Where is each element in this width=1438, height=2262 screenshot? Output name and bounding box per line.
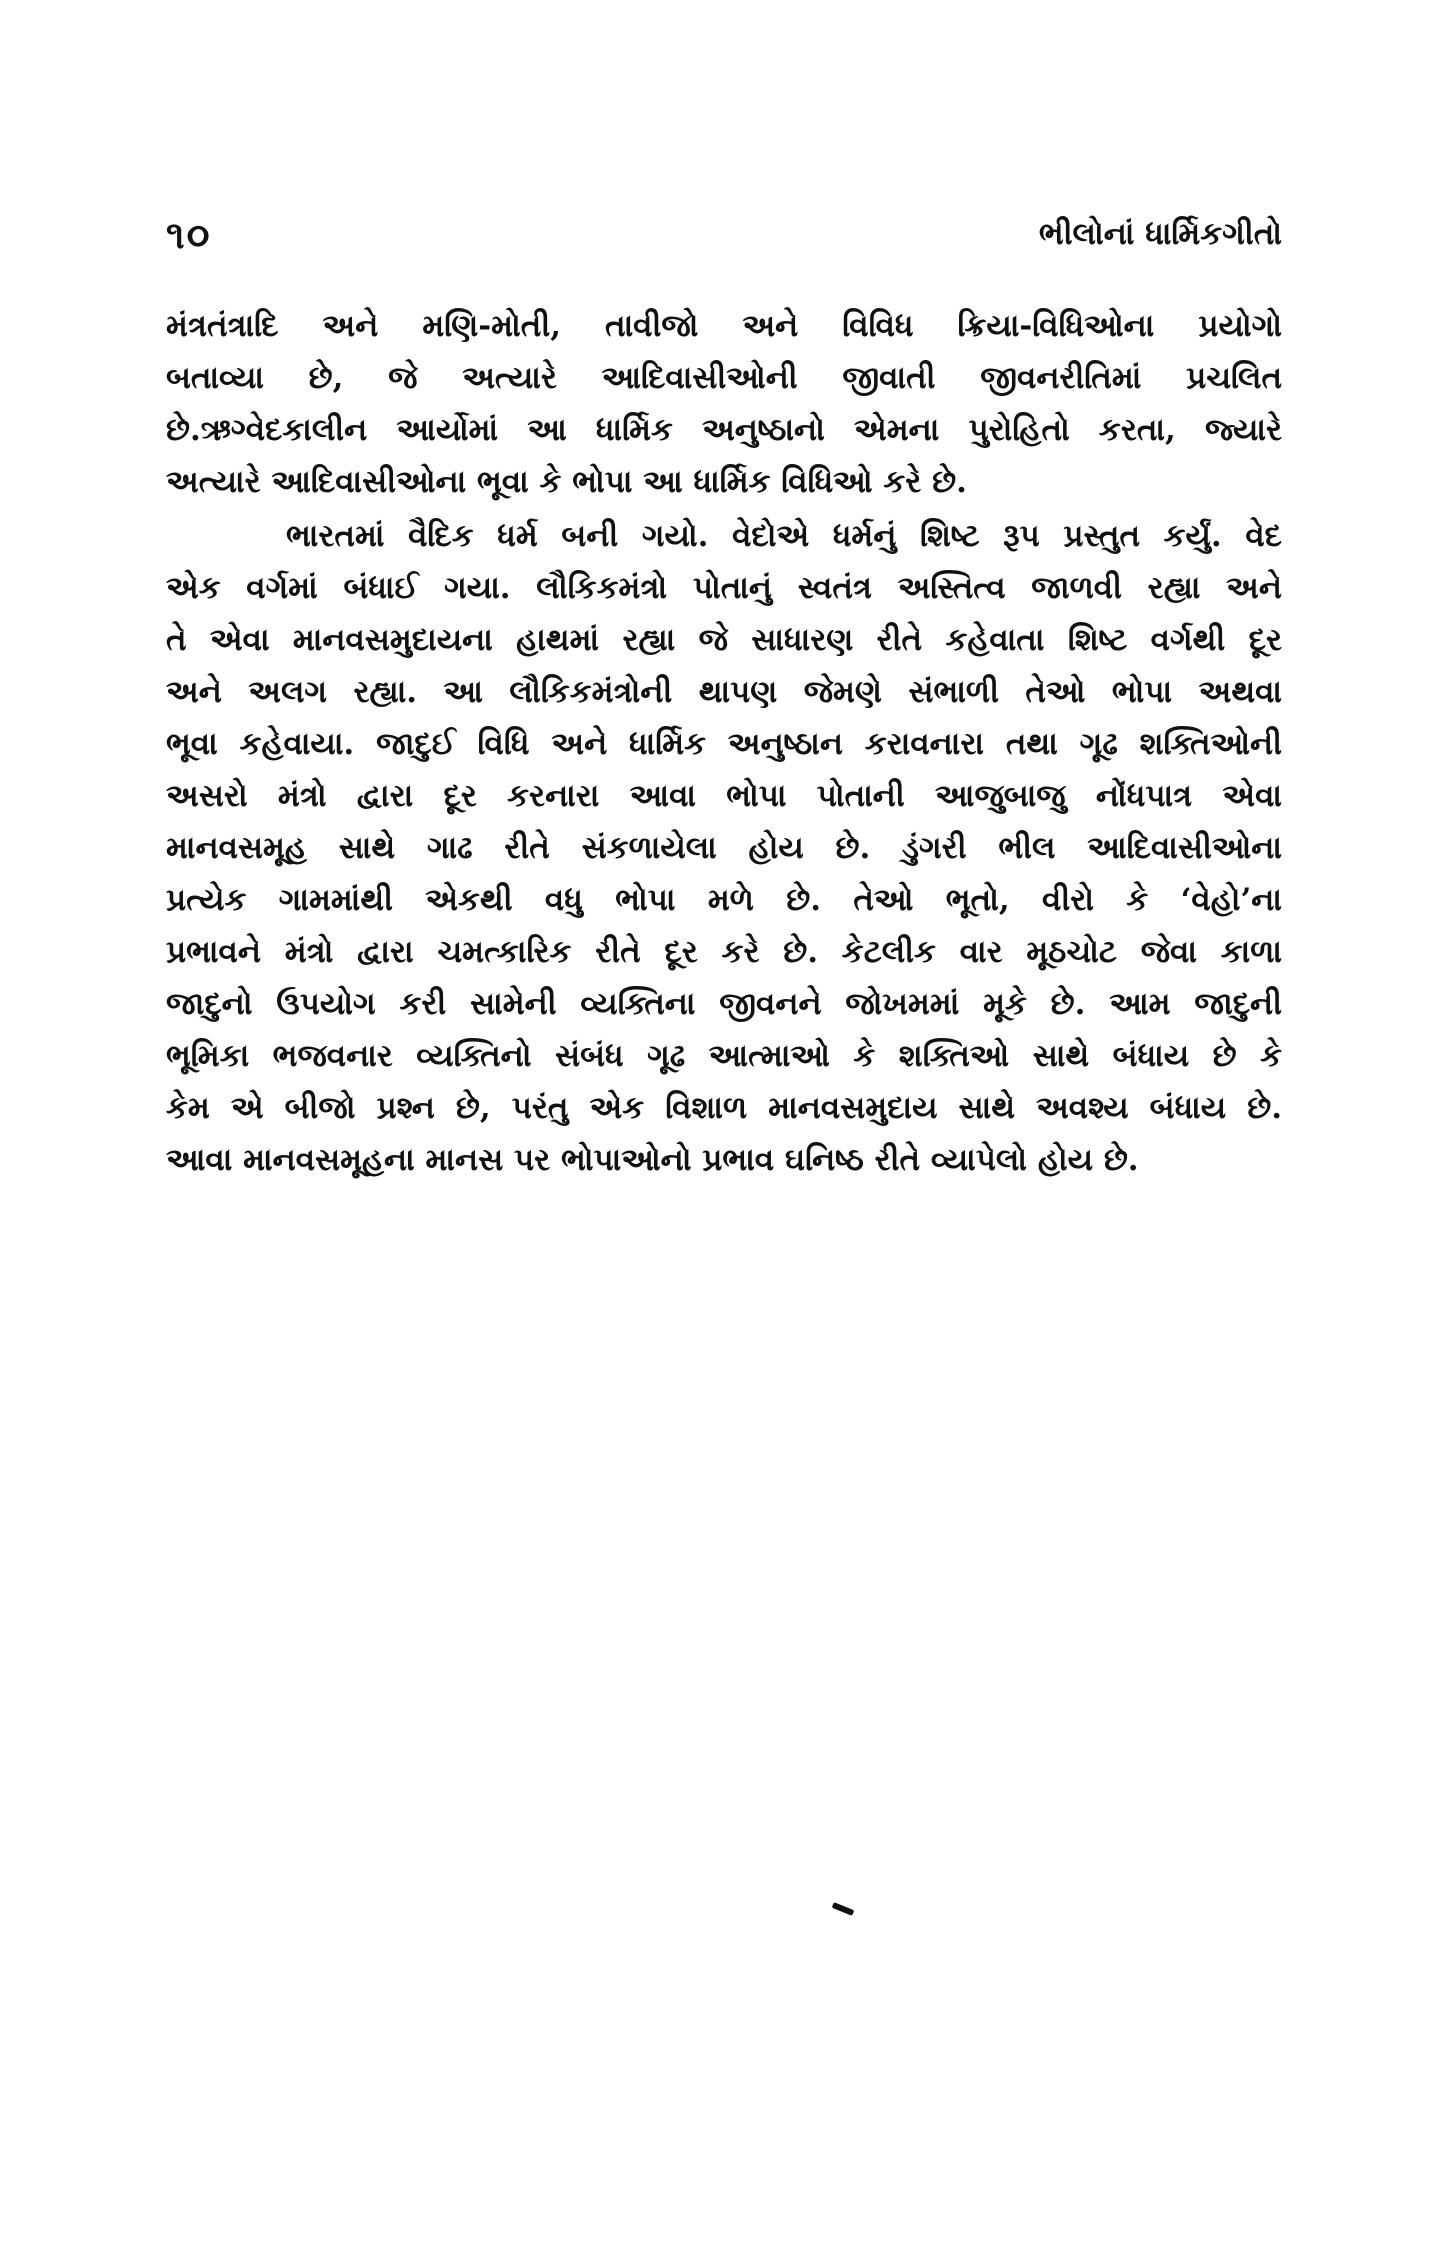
text-line: આવા માનવસમૂહના માનસ પર ભોપાઓનો પ્રભાવ ઘનિષ્ઠ રીતે વ્યાપેલો હોય છે. xyxy=(166,1142,1139,1178)
text-line: અત્યારે આદિવાસીઓના ભૂવા કે ભોપા આ ધાર્મિક વિધિઓ કરે છે. xyxy=(166,464,967,500)
text-line: એક વર્ગમાં બંધાઈ ગયા. લૌકિકમંત્રો પોતાનું સ્વતંત્ર અસ્તિત્વ જાળવી રહ્યા અને xyxy=(166,570,1282,606)
text-line: પ્રભાવને મંત્રો દ્વારા ચમત્કારિક રીતે દૂર કરે છે. કેટલીક વાર મૂઠચોટ જેવા કાળા xyxy=(166,934,1282,970)
text-line: મંત્રતંત્રાદિ અને મણિ-મોતી, તાવીજો અને વિવિધ ક્રિયા-વિધિઓના પ્રયોગો xyxy=(166,308,1282,344)
text-line: માનવસમૂહ સાથે ગાઢ રીતે સંકળાયેલા હોય છે. ડુંગરી ભીલ આદિવાસીઓના xyxy=(166,830,1282,866)
page-number: ૧૦ xyxy=(166,212,212,257)
text-line: ભૂમિકા ભજવનાર વ્યક્તિનો સંબંધ ગૂઢ આત્માઓ કે શક્તિઓ સાથે બંધાય છે કે xyxy=(166,1038,1282,1074)
text-line: જાદુનો ઉપયોગ કરી સામેની વ્યક્તિના જીવનને જોખમમાં મૂકે છે. આમ જાદુની xyxy=(166,986,1282,1022)
running-title: ભીલોનાં ધાર્મિકગીતો xyxy=(1038,216,1282,252)
text-line: ભારતમાં વૈદિક ધર્મ બની ગયો. વેદોએ ધર્મનું શિષ્ટ રૂપ પ્રસ્તુત કર્યું. વેદ xyxy=(286,518,1282,554)
text-line: છે.ઋગ્વેદકાલીન આર્યોમાં આ ધાર્મિક અનુષ્ઠાનો એમના પુરોહિતો કરતા, જ્યારે xyxy=(166,412,1282,448)
text-line: અને અલગ રહ્યા. આ લૌકિકમંત્રોની થાપણ જેમણે સંભાળી તેઓ ભોપા અથવા xyxy=(166,674,1282,710)
text-line: પ્રત્યેક ગામમાંથી એકથી વધુ ભોપા મળે છે. તેઓ ભૂતો, વીરો કે ‘વેહો’ના xyxy=(166,882,1282,918)
text-line: અસરો મંત્રો દ્વારા દૂર કરનારા આવા ભોપા પોતાની આજુબાજુ નોંધપાત્ર એવા xyxy=(166,778,1282,814)
text-line: કેમ એ બીજો પ્રશ્ન છે, પરંતુ એક વિશાળ માનવસમુદાય સાથે અવશ્ય બંધાય છે. xyxy=(166,1090,1282,1126)
text-line: બતાવ્યા છે, જે અત્યારે આદિવાસીઓની જીવાતી જીવનરીતિમાં પ્રચલિત xyxy=(166,360,1282,396)
paragraph-2 xyxy=(166,510,1282,1186)
page-header xyxy=(166,212,1282,272)
text-line: ભૂવા કહેવાયા. જાદુઈ વિધિ અને ધાર્મિક અનુષ્ઠાન કરાવનારા તથા ગૂઢ શક્તિઓની xyxy=(166,726,1282,762)
stray-ink-mark xyxy=(832,1902,855,1916)
body-text xyxy=(166,300,1282,1186)
paragraph-1 xyxy=(166,300,1282,508)
text-line: તે એવા માનવસમુદાયના હાથમાં રહ્યા જે સાધારણ રીતે કહેવાતા શિષ્ટ વર્ગથી દૂર xyxy=(166,622,1282,658)
